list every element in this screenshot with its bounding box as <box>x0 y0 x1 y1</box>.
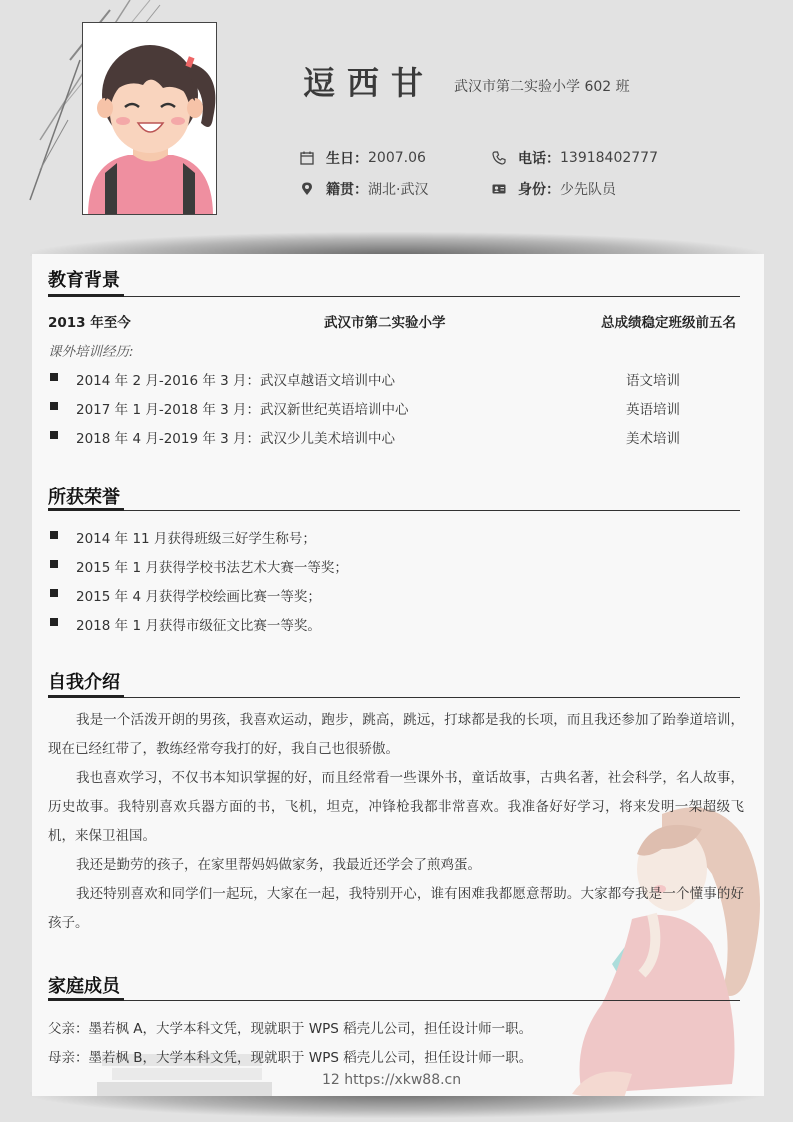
honors-divider-accent <box>48 508 124 511</box>
phone-icon <box>492 151 506 165</box>
honor-item: 2015 年 4 月获得学校绘画比赛一等奖； <box>76 589 321 605</box>
intro-paragraph: 我还特别喜欢和同学们一起玩，大家在一起，我特别开心，谁有困难我都愿意帮助。大家都夸我是一个懂事的好孩子。 <box>48 886 744 931</box>
family-member: 父亲：墨若枫 A，大学本科文凭，现就职于 WPS 稻壳儿公司，担任设计师一职。 <box>48 1021 533 1037</box>
birthday-value: 2007.06 <box>368 150 426 166</box>
intro-divider-accent <box>48 695 124 698</box>
list-bullet <box>50 402 58 410</box>
page-footer: 12 https://xkw88.cn <box>322 1072 462 1088</box>
honor-item: 2014 年 11 月获得班级三好学生称号； <box>76 531 316 547</box>
list-bullet <box>50 531 58 539</box>
honor-item: 2015 年 1 月获得学校书法艺术大赛一等奖； <box>76 560 348 576</box>
training-subject: 语文培训 <box>626 373 680 389</box>
honors-divider <box>48 510 740 511</box>
list-bullet <box>50 373 58 381</box>
education-period: 2013 年至今 <box>48 315 131 331</box>
family-title: 家庭成员 <box>48 976 120 997</box>
intro-paragraph: 我也喜欢学习，不仅书本知识掌握的好，而且经常看一些课外书，童话故事，古典名著，社会科学，名人故事，历史故事。我特别喜欢兵器方面的书，飞机，坦克，冲锋枪我都非常喜欢。我准备好好学习，将来发明一架超级飞机，来保卫祖国。 <box>48 770 744 844</box>
list-bullet <box>50 618 58 626</box>
birthday-label: 生日： <box>326 151 368 167</box>
training-item: 2017 年 1 月-2018 年 3 月：武汉新世纪英语培训中心 <box>76 402 409 418</box>
education-school: 武汉市第二实验小学 <box>324 315 446 331</box>
location-pin-icon <box>300 182 314 196</box>
resume-card <box>32 254 764 1096</box>
training-subject: 美术培训 <box>626 431 680 447</box>
list-bullet <box>50 431 58 439</box>
training-subject: 英语培训 <box>626 402 680 418</box>
avatar-photo <box>82 22 217 215</box>
family-divider <box>48 1000 740 1001</box>
intro-title: 自我介绍 <box>48 672 120 693</box>
phone-label: 电话： <box>518 151 560 167</box>
card-shadow-top <box>30 232 762 256</box>
intro-divider <box>48 697 740 698</box>
training-item: 2014 年 2 月-2016 年 3 月：武汉卓越语文培训中心 <box>76 373 396 389</box>
education-result: 总成绩稳定班级前五名 <box>601 315 736 331</box>
native-info <box>300 179 428 199</box>
student-name: 逗西甘 <box>303 64 436 102</box>
education-divider-accent <box>48 294 124 297</box>
calendar-icon <box>300 151 314 165</box>
honor-item: 2018 年 1 月获得市级征文比赛一等奖。 <box>76 618 321 634</box>
identity-value: 少先队员 <box>560 182 616 198</box>
phone-info <box>492 148 658 168</box>
family-divider-accent <box>48 998 124 1001</box>
intro-paragraph: 我是一个活泼开朗的男孩，我喜欢运动，跑步，跳高，跳远，打球都是我的长项，而且我还参加了跆拳道培训，现在已经红带了，教练经常夸我打的好，我自己也很骄傲。 <box>48 712 744 757</box>
native-value: 湖北·武汉 <box>368 182 429 198</box>
education-title: 教育背景 <box>48 270 120 291</box>
phone-value: 13918402777 <box>560 150 658 166</box>
training-item: 2018 年 4 月-2019 年 3 月：武汉少儿美术培训中心 <box>76 431 396 447</box>
list-bullet <box>50 560 58 568</box>
family-member: 母亲：墨若枫 B，大学本科文凭，现就职于 WPS 稻壳儿公司，担任设计师一职。 <box>48 1050 533 1066</box>
school-class: 武汉市第二实验小学 602 班 <box>454 79 630 95</box>
birthday-info <box>300 148 426 168</box>
honors-title: 所获荣誉 <box>48 487 120 508</box>
identity-label: 身份： <box>518 182 560 198</box>
training-heading: 课外培训经历: <box>48 344 134 360</box>
education-divider <box>48 296 740 297</box>
native-label: 籍贯： <box>326 182 368 198</box>
intro-paragraph: 我还是勤劳的孩子，在家里帮妈妈做家务，我最近还学会了煎鸡蛋。 <box>76 857 481 873</box>
id-card-icon <box>492 182 506 196</box>
identity-info <box>492 179 616 199</box>
list-bullet <box>50 589 58 597</box>
